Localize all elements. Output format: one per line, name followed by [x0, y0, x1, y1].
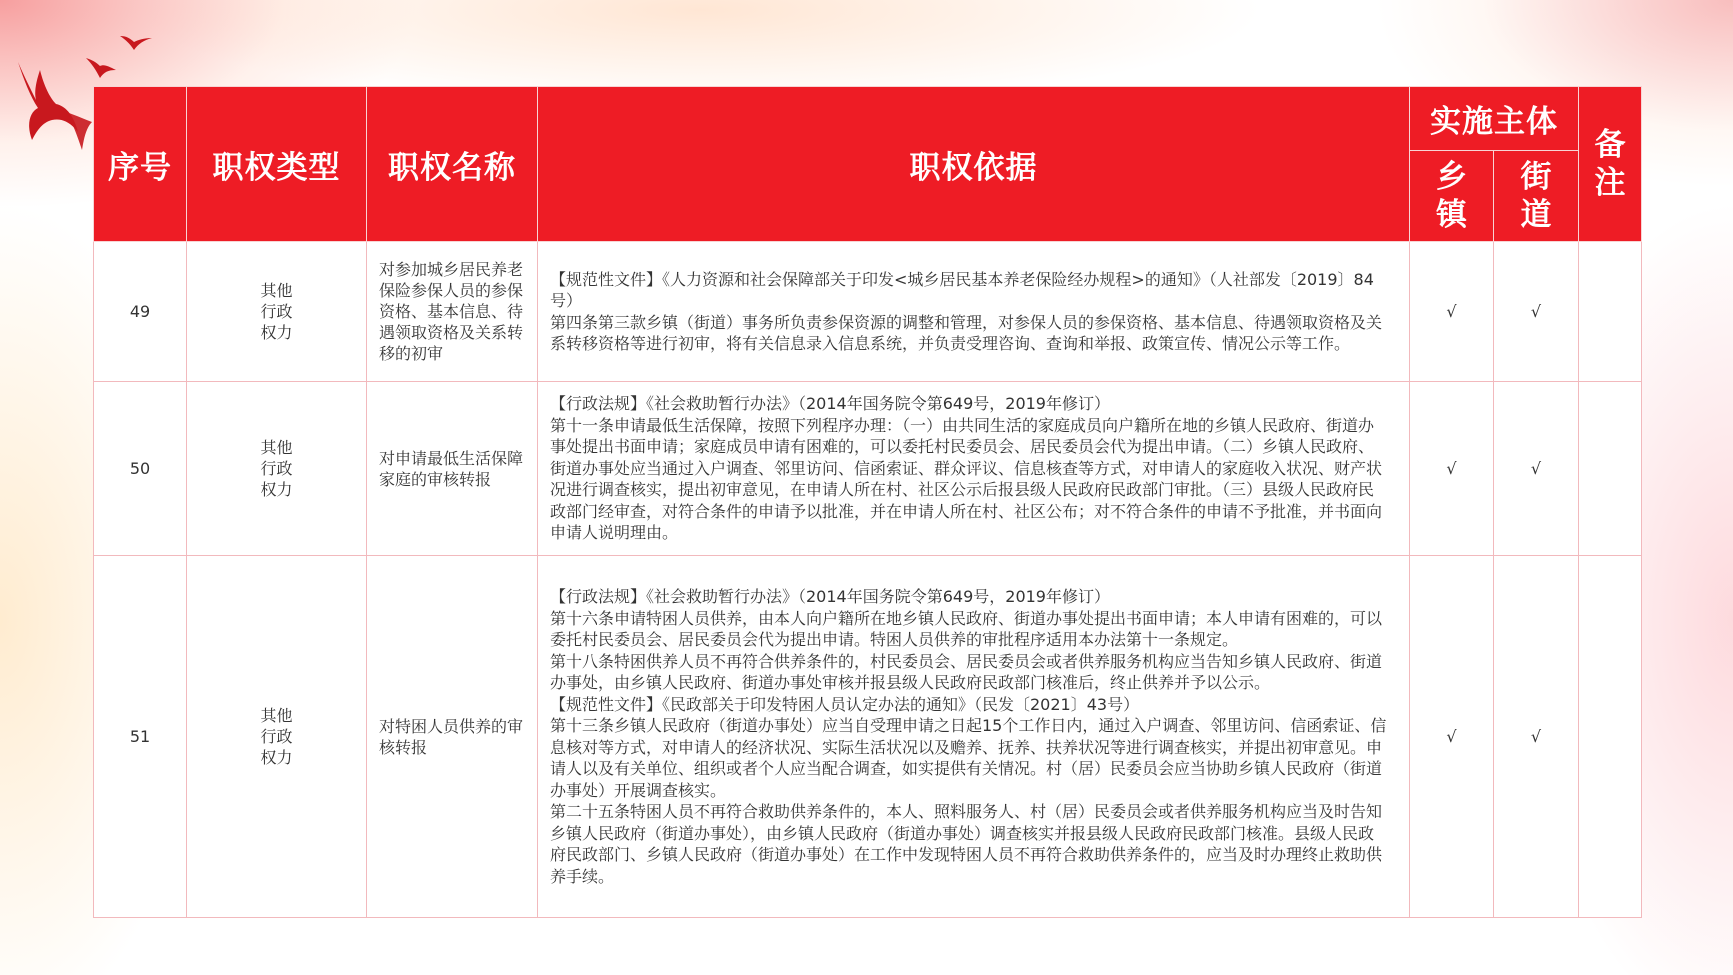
header-remark: 备 注 [1579, 87, 1642, 242]
header-type: 职权类型 [187, 87, 367, 242]
powers-table [93, 86, 1642, 918]
row-name: 对特困人员供养的审核转报 [367, 556, 538, 918]
row-name: 对申请最低生活保障家庭的审核转报 [367, 382, 538, 556]
header-subject: 实施主体 [1410, 87, 1579, 151]
header-street: 街 道 [1494, 151, 1579, 242]
row-name: 对参加城乡居民养老保险参保人员的参保资格、基本信息、待遇领取资格及关系转移的初审 [367, 242, 538, 382]
table-row [94, 382, 1642, 556]
row-remark [1579, 556, 1642, 918]
row-street-check: √ [1494, 556, 1579, 918]
row-basis: 【行政法规】《社会救助暂行办法》（2014年国务院令第649号，2019年修订） 第十六条申请特困人员供养，由本人向户籍所在地乡镇人民政府、街道办事处提出书面申请；本人申请有困难的，可以委托村民委员会、居民委员会代为提出申请。特困人员供养的审批程序适用本办法第十一条规定。 第十八条特困供养人员不再符合供养条件的，村民委员会、居民委员会或者供养服务机构应当告知乡镇人民政府、街道办事处，由乡镇人民政府、街道办事处审核并报县级人民政府民政部门核准后，终止供养并予以公示。 【规范性文件】《民政部关于印发特困人员认定办法的通知》（民发〔2021〕43号） 第十三条乡镇人民政府（街道办事处）应当自受理申请之日起15个工作日内，通过入户调查、邻里访问、信函索证、信息核对等方式，对申请人的经济状况、实际生活状况以及赡养、抚养、扶养状况等进行调查核实，并提出初审意见。申请人以及有关单位、组织或者个人应当配合调查，如实提供有关情况。村（居）民委员会应当协助乡镇人民政府（街道办事处）开展调查核实。 第二十五条特困人员不再符合救助供养条件的，本人、照料服务人、村（居）民委员会或者供养服务机构应当及时告知乡镇人民政府（街道办事处），由乡镇人民政府（街道办事处）调查核实并报县级人民政府民政部门核准。县级人民政府民政部门、乡镇人民政府（街道办事处）在工作中发现特困人员不再符合救助供养条件的，应当及时办理终止救助供养手续。 [538, 556, 1410, 918]
row-street-check: √ [1494, 382, 1579, 556]
row-type: 其他 行政 权力 [187, 382, 367, 556]
row-street-check: √ [1494, 242, 1579, 382]
header-name: 职权名称 [367, 87, 538, 242]
table-row [94, 242, 1642, 382]
header-basis: 职权依据 [538, 87, 1410, 242]
table-row [94, 556, 1642, 918]
row-remark [1579, 242, 1642, 382]
row-basis: 【规范性文件】《人力资源和社会保障部关于印发<城乡居民基本养老保险经办规程>的通知》（人社部发〔2019〕84号） 第四条第三款乡镇（街道）事务所负责参保资源的调整和管理，对参保人员的参保资格、基本信息、待遇领取资格及关系转移资格等进行初审，将有关信息录入信息系统，并负责受理咨询、查询和举报、政策宣传、情况公示等工作。 [538, 242, 1410, 382]
row-type: 其他 行政 权力 [187, 556, 367, 918]
row-seq: 51 [94, 556, 187, 918]
header-town: 乡 镇 [1410, 151, 1494, 242]
row-town-check: √ [1410, 382, 1494, 556]
row-town-check: √ [1410, 556, 1494, 918]
row-type: 其他 行政 权力 [187, 242, 367, 382]
row-town-check: √ [1410, 242, 1494, 382]
row-seq: 50 [94, 382, 187, 556]
row-remark [1579, 382, 1642, 556]
row-basis: 【行政法规】《社会救助暂行办法》（2014年国务院令第649号，2019年修订） 第十一条申请最低生活保障，按照下列程序办理：（一）由共同生活的家庭成员向户籍所在地的乡镇人民政府、街道办事处提出书面申请；家庭成员申请有困难的，可以委托村民委员会、居民委员会代为提出申请。（二）乡镇人民政府、街道办事处应当通过入户调查、邻里访问、信函索证、群众评议、信息核查等方式，对申请人的家庭收入状况、财产状况进行调查核实，提出初审意见，在申请人所在村、社区公示后报县级人民政府民政部门审批。（三）县级人民政府民政部门经审查，对符合条件的申请予以批准，并在申请人所在村、社区公布；对不符合条件的申请不予批准，并书面向申请人说明理由。 [538, 382, 1410, 556]
row-seq: 49 [94, 242, 187, 382]
header-seq: 序号 [94, 87, 187, 242]
